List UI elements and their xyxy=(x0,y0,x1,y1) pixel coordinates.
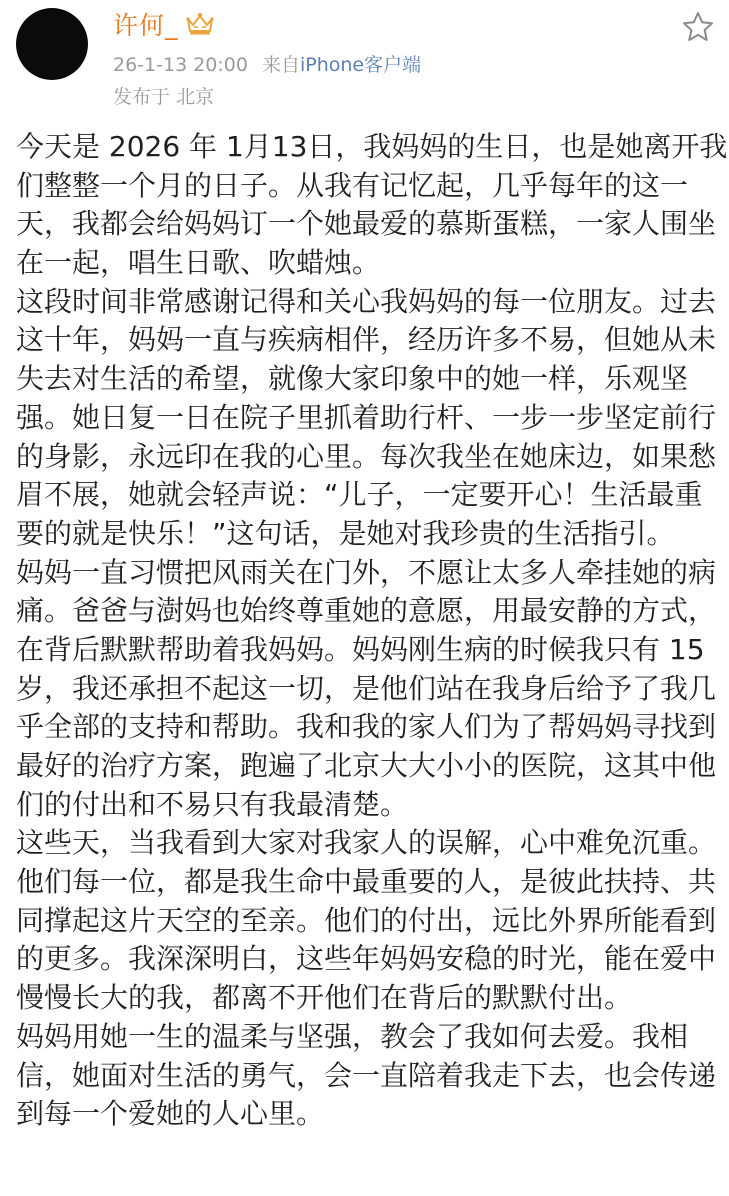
crown-badge-icon[interactable] xyxy=(185,12,215,36)
username[interactable]: 许何_ xyxy=(113,11,179,40)
content-line: 这段时间非常感谢记得和关心我妈妈的每一位朋友。过去 xyxy=(16,284,717,318)
post-location: 发布于 北京 xyxy=(113,86,215,108)
content-line: 乎全部的支持和帮助。我和我的家人们为了帮妈妈寻找到 xyxy=(16,710,717,744)
client-link[interactable]: iPhone客户端 xyxy=(299,54,422,76)
content-line: 眉不展，她就会轻声说：“儿子，一定要开心！生活最重 xyxy=(16,478,703,512)
content-line: 要的就是快乐！”这句话，是她对我珍贵的生活指引。 xyxy=(16,516,675,550)
content-line: 在背后默默帮助着我妈妈。妈妈刚生病的时候我只有 15 xyxy=(16,632,705,666)
content-line: 他们每一位，都是我生命中最重要的人，是彼此扶持、共 xyxy=(16,865,717,899)
content-line: 这十年，妈妈一直与疾病相伴，经历许多不易，但她从未 xyxy=(16,323,717,357)
content-line: 这些天，当我看到大家对我家人的误解，心中难免沉重。 xyxy=(16,826,717,860)
content-line: 最好的治疗方案，跑遍了北京大大小小的医院，这其中他 xyxy=(16,749,717,782)
content-line: 天，我都会给妈妈订一个她最爱的慕斯蛋糕，一家人围坐 xyxy=(16,207,717,241)
post-content xyxy=(16,128,728,1134)
content-line: 岁，我还承担不起这一切，是他们站在我身后给予了我几 xyxy=(16,671,717,705)
content-line: 痛。爸爸与澍妈也始终尊重她的意愿，用最安静的方式， xyxy=(16,594,717,628)
content-line: 失去对生活的希望，就像大家印象中的她一样，乐观坚 xyxy=(16,362,689,396)
content-line: 的更多。我深深明白，这些年妈妈安稳的时光，能在爱中 xyxy=(16,942,717,976)
content-line: 的身影，永远印在我的心里。每次我坐在她床边，如果愁 xyxy=(16,439,717,473)
content-line: 们的付出和不易只有我最清楚。 xyxy=(16,787,409,821)
content-line: 信，她面对生活的勇气，会一直陪着我走下去，也会传递 xyxy=(16,1058,717,1092)
username-row xyxy=(113,6,215,42)
content-line: 在一起，唱生日歌、吹蜡烛。 xyxy=(16,246,381,280)
post-meta xyxy=(113,50,421,77)
content-line: 到每一个爱她的人心里。 xyxy=(16,1097,325,1131)
source-prefix: 来自 xyxy=(261,54,300,76)
avatar[interactable] xyxy=(16,8,88,80)
content-line: 同撑起这片天空的至亲。他们的付出，远比外界所能看到 xyxy=(16,903,717,937)
content-line: 们整整一个月的日子。从我有记忆起，几乎每年的这一 xyxy=(16,168,689,202)
content-line: 强。她日复一日在院子里抓着助行杆、一步一步坚定前行 xyxy=(16,400,717,434)
post-time: 26-1-13 20:00 xyxy=(113,54,248,76)
content-line: 妈妈一直习惯把风雨关在门外，不愿让太多人牵挂她的病 xyxy=(16,555,717,589)
star-icon[interactable] xyxy=(681,10,715,44)
content-line: 慢慢长大的我，都离不开他们在背后的默默付出。 xyxy=(16,981,633,1015)
content-line: 妈妈用她一生的温柔与坚强，教会了我如何去爱。我相 xyxy=(16,1019,689,1053)
content-line: 今天是 2026 年 1月13日，我妈妈的生日，也是她离开我 xyxy=(16,130,728,163)
